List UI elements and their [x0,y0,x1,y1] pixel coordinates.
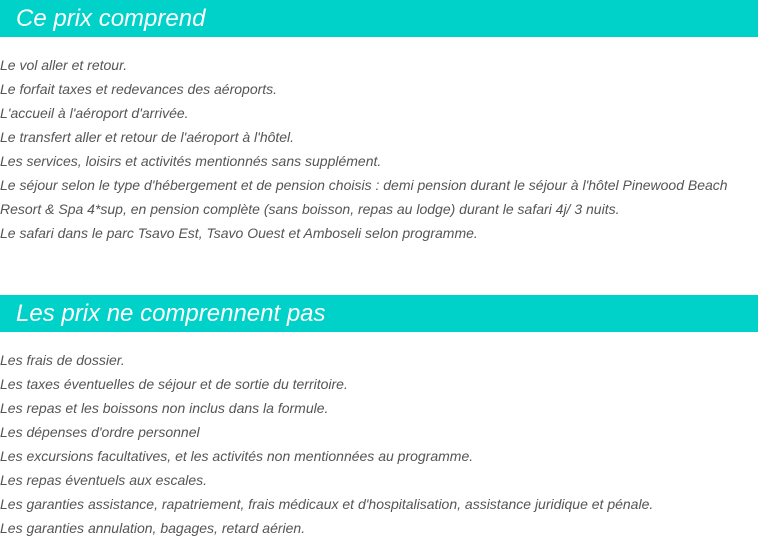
excluded-item: Les garanties annulation, bagages, retard aérien. [0,520,306,536]
included-item: Les services, loisirs et activités mentionnés sans supplément. [0,153,382,169]
excluded-section-title: Les prix ne comprennent pas [0,295,758,332]
excluded-item: Les frais de dossier. [0,352,125,368]
excluded-items-list [0,348,758,540]
excluded-item: Les repas éventuels aux escales. [0,472,208,488]
excluded-item: Les repas et les boissons non inclus dans la formule. [0,400,329,416]
included-item: Le vol aller et retour. [0,57,128,73]
included-section-title: Ce prix comprend [0,0,758,37]
excluded-item: Les dépenses d'ordre personnel [0,424,200,440]
excluded-item: Les taxes éventuelles de séjour et de sortie du territoire. [0,376,348,392]
included-item: Le safari dans le parc Tsavo Est, Tsavo Ouest et Amboseli selon programme. [0,225,478,241]
excluded-item: Les garanties assistance, rapatriement, frais médicaux et d'hospitalisation, assistance juridique et pénale. [0,496,654,512]
included-item: Le séjour selon le type d'hébergement et de pension choisis : demi pension durant le séjour à l'hôtel Pinewood Beach Resort & Spa 4*sup, en pension complète (sans boisson, repas au lodge) durant le safari 4j/ 3 nuits. [0,177,728,217]
included-item: Le forfait taxes et redevances des aéroports. [0,81,278,97]
included-item: L'accueil à l'aéroport d'arrivée. [0,105,189,121]
included-item: Le transfert aller et retour de l'aéroport à l'hôtel. [0,129,295,145]
included-items-list [0,53,758,245]
excluded-item: Les excursions facultatives, et les activités non mentionnées au programme. [0,448,474,464]
